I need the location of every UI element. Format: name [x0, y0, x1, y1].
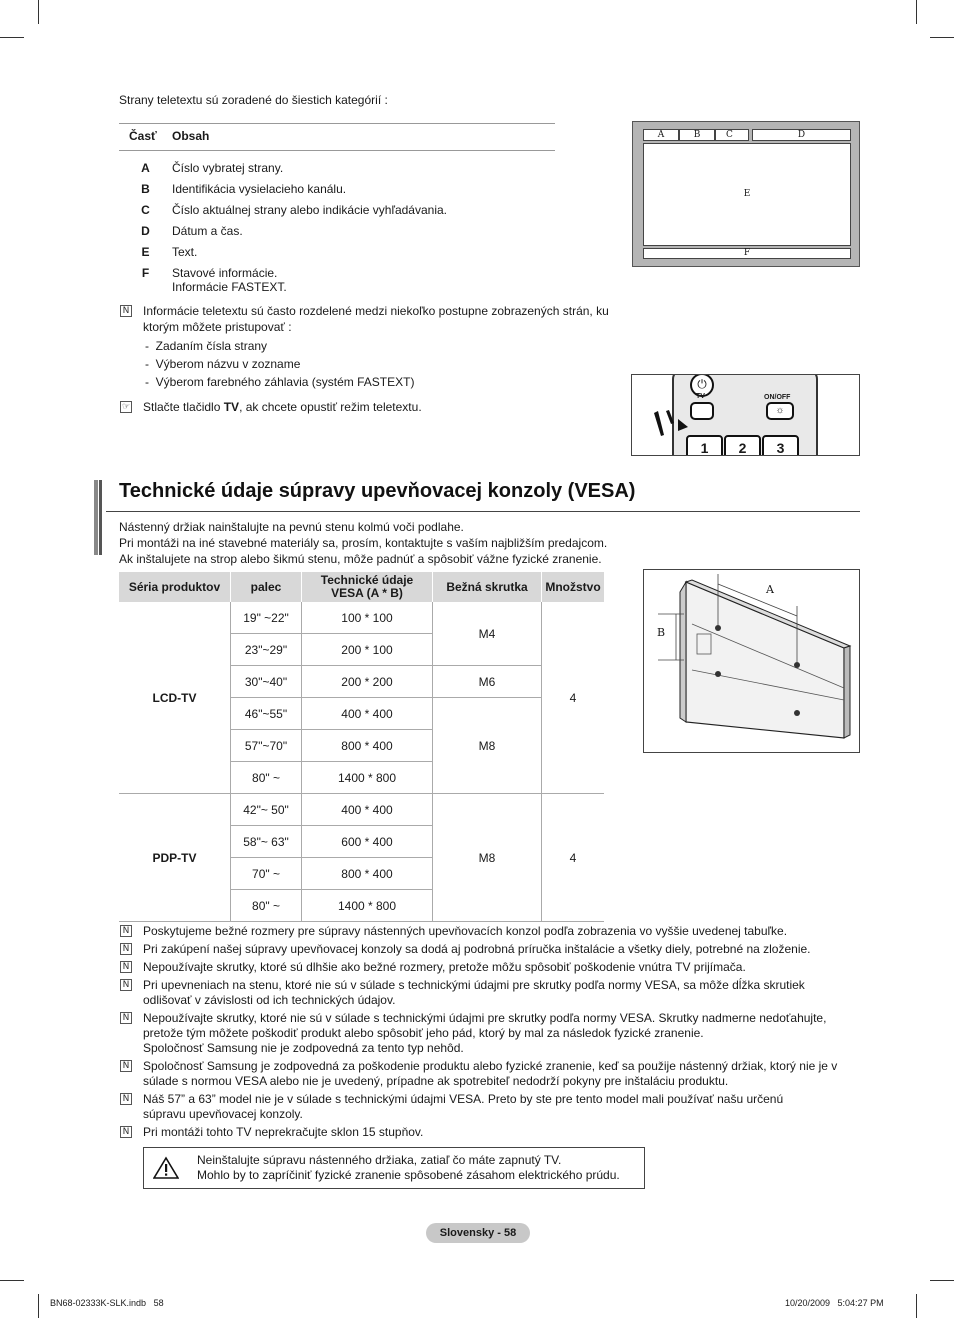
part-content-cell: [172, 263, 555, 298]
field-c: [715, 129, 749, 141]
inch-cell: 19" ~22": [231, 602, 302, 634]
header-part: Časť: [119, 124, 172, 151]
crop-mark: [930, 1280, 954, 1281]
qty-cell: 4: [542, 794, 605, 922]
vesa-table: [119, 572, 604, 922]
note-icon: N: [120, 979, 132, 991]
screw-cell: M6: [433, 666, 542, 698]
note-text: Nepoužívajte skrutky, ktoré nie sú v súlade s technickými údajmi pre skrutky podľa normy VESA. Skrutky nadmerne nedoťahujte, pretože tým môžete poškodiť produkt alebo spôsobiť jeho pád, ktorý by mal za následok fyzické zranenie.: [143, 1011, 827, 1040]
section-bar-stripe: [94, 480, 98, 555]
footer-file: BN68-02333K-SLK.indb 58: [50, 1298, 164, 1308]
header-inch: palec: [231, 572, 302, 602]
note-text: Náš 57” a 63” model nie je v súlade s technickými údajmi VESA. Preto by ste pre tento model mali používať našu určenú súpravu upevňovacej konzoly.: [143, 1092, 784, 1121]
crop-mark: [930, 37, 954, 38]
note-text: Poskytujeme bežné rozmery pre súpravy nástenných upevňovacích konzol podľa zobrazenia vo vyššie uvedenej tabuľke.: [143, 924, 788, 938]
field-f-label: F: [743, 248, 751, 258]
note-item: [119, 978, 859, 1008]
dash-glyph: -: [145, 375, 156, 389]
exit-note-bold: TV: [223, 400, 240, 414]
warning-icon: [153, 1156, 179, 1180]
header-vesa-line1: Technické údaje: [320, 573, 414, 587]
inch-cell: 42"~ 50": [231, 794, 302, 826]
dash-glyph: -: [145, 357, 156, 371]
exit-note-after: , ak chcete opustiť režim teletextu.: [239, 400, 422, 414]
section-text: [119, 519, 607, 567]
key-2-label: 2: [738, 440, 747, 456]
warning-line: Neinštalujte súpravu nástenného držiaka, zatiaľ čo máte zapnutý TV.: [197, 1153, 562, 1167]
header-screw: Bežná skrutka: [433, 572, 542, 602]
section-title: Technické údaje súpravy upevňovacej konzoly (VESA): [119, 480, 636, 502]
part-label: A: [141, 161, 150, 175]
header-qty: Množstvo: [542, 572, 605, 602]
section-line: Ak inštalujete na strop alebo šikmú stenu, môže padnúť a spôsobiť vážne fyzické zranenie.: [119, 552, 602, 566]
note-icon: N: [120, 925, 132, 937]
list-item-text: Výberom farebného záhlavia (systém FASTEXT): [155, 375, 415, 389]
part-content: Číslo aktuálnej strany alebo indikácie vyhľadávania.: [172, 203, 447, 217]
key-3[interactable]: [762, 435, 799, 456]
vesa-cell: 400 * 400: [302, 794, 433, 826]
note-icon: N: [120, 1093, 132, 1105]
part-content: Text.: [172, 245, 198, 259]
series-lcd: LCD-TV: [119, 602, 231, 794]
vesa-cell: 200 * 100: [302, 634, 433, 666]
warning-line: Mohlo by to zapríčiniť fyzické zranenie spôsobené zásahom elektrického prúdu.: [197, 1168, 620, 1182]
part-label: C: [141, 203, 150, 217]
note-text: Pri upevneniach na stenu, ktoré nie sú v súlade s technickými údajmi pre skrutky podľa normy VESA, sa môže dĺžka skrutiek odlišovať v závislosti od ich technických údajov.: [143, 978, 805, 1007]
screw-cell: M4: [433, 602, 542, 666]
teletext-note: [119, 303, 629, 391]
teletext-diagram: [632, 121, 860, 267]
inch-cell: 46"~55": [231, 698, 302, 730]
part-content: Číslo vybratej strany.: [172, 161, 284, 175]
note-text: Spoločnosť Samsung je zodpovedná za poškodenie produktu alebo fyzické zranenie, keď sa použije nástenný držiak, ktorý nie je v súlade s normou VESA alebo nie je uvedený, prípadne ak spotrebiteľ nedodrží pokyny pre inštaláciu produktu.: [143, 1059, 838, 1088]
field-a: [643, 129, 679, 141]
tv-back-drawing: [644, 570, 859, 752]
inch-cell: 57"~70": [231, 730, 302, 762]
header-series: Séria produktov: [119, 572, 231, 602]
vesa-header-row: [119, 572, 604, 602]
note-icon: N: [120, 305, 132, 317]
field-c-label: C: [726, 130, 733, 140]
vesa-cell: 400 * 400: [302, 698, 433, 730]
note-icon: N: [120, 961, 132, 973]
notes-list: [119, 924, 859, 1143]
mount-diagram: [643, 569, 860, 753]
part-label: E: [141, 245, 150, 259]
list-item: [145, 355, 629, 373]
field-b-label: B: [693, 130, 701, 140]
key-1-label: 1: [700, 440, 709, 456]
section-rule: [106, 511, 860, 512]
part-label: F: [141, 266, 150, 280]
part-content: Identifikácia vysielacieho kanálu.: [172, 182, 347, 196]
crop-mark: [0, 37, 24, 38]
qty-cell: 4: [542, 602, 605, 794]
tv-button[interactable]: [690, 402, 714, 420]
field-d: [752, 129, 851, 141]
dash-glyph: -: [145, 339, 156, 353]
part-label: B: [141, 182, 150, 196]
inch-cell: 80" ~: [231, 762, 302, 794]
light-button[interactable]: ☼: [766, 402, 794, 420]
note-item: [119, 1059, 859, 1089]
vesa-cell: 600 * 400: [302, 826, 433, 858]
part-content-line2: Informácie FASTEXT.: [172, 280, 287, 294]
pointer-arrow-icon: [652, 405, 692, 439]
intro-text: Strany teletextu sú zoradené do šiestich kategórií :: [119, 93, 388, 107]
section-line: Nástenný držiak nainštalujte na pevnú stenu kolmú voči podlahe.: [119, 520, 464, 534]
vesa-cell: 200 * 200: [302, 666, 433, 698]
exit-note-text: [119, 400, 422, 414]
vesa-cell: 1400 * 800: [302, 890, 433, 922]
tv-label: TV: [696, 393, 705, 400]
inch-cell: 30"~40": [231, 666, 302, 698]
part-label: D: [141, 224, 150, 238]
note-item: [119, 1092, 859, 1122]
teletext-note-text: Informácie teletextu sú často rozdelené medzi niekoľko postupne zobrazených strán, ku ktorým môžete pristupovať :: [143, 304, 609, 334]
field-e-label: E: [743, 189, 751, 199]
inch-cell: 80" ~: [231, 890, 302, 922]
inch-cell: 23"~29": [231, 634, 302, 666]
note-item: [119, 942, 859, 957]
part-content: Dátum a čas.: [172, 224, 243, 238]
screw-cell: M8: [433, 698, 542, 794]
note-icon: N: [120, 943, 132, 955]
vesa-cell: 1400 * 800: [302, 762, 433, 794]
header-content: Obsah: [172, 124, 555, 151]
crop-mark: [916, 0, 917, 24]
table-row: [119, 602, 604, 634]
section-bar-stripe: [99, 480, 102, 555]
field-f: [643, 248, 851, 259]
note-text: Nepoužívajte skrutky, ktoré sú dlhšie ako bežné rozmery, pretože môžu spôsobiť poškodenie vnútra TV prijímača.: [143, 960, 746, 974]
note-text-extra: Spoločnosť Samsung nie je zodpovedná za tento typ nehôd.: [143, 1041, 464, 1055]
key-3-label: 3: [776, 440, 785, 456]
list-item-text: Zadaním čísla strany: [155, 339, 268, 353]
onoff-label: ON/OFF: [764, 394, 791, 401]
category-table: [119, 123, 555, 298]
exit-note: [119, 400, 619, 414]
note-icon: N: [120, 1060, 132, 1072]
field-e: [643, 143, 851, 246]
warning-text: [197, 1153, 620, 1183]
note-item: [119, 1125, 859, 1140]
inch-cell: 70" ~: [231, 858, 302, 890]
crop-mark: [38, 0, 39, 24]
note-text: Pri montáži tohto TV neprekračujte sklon 15 stupňov.: [143, 1125, 424, 1139]
dimension-a-label: A: [766, 583, 774, 596]
vesa-cell: 100 * 100: [302, 602, 433, 634]
note-item: [119, 960, 859, 975]
footer-date: 10/20/2009 5:04:27 PM: [785, 1298, 884, 1308]
section-line: Pri montáži na iné stavebné materiály sa, prosím, kontaktujte s vaším najbližším predajcom.: [119, 536, 608, 550]
page-label: Slovensky - 58: [426, 1223, 530, 1243]
note-text: Pri zakúpení našej súpravy upevňovacej konzoly sa dodá aj podrobná príručka inštalácie a všetky diely, potrebné na zloženie.: [143, 942, 811, 956]
hand-icon: ☞: [121, 402, 131, 412]
dimension-b-label: B: [657, 626, 666, 639]
header-vesa-line2: VESA (A * B): [331, 586, 403, 600]
header-vesa: [302, 572, 433, 602]
list-item: [145, 373, 629, 391]
vesa-cell: 800 * 400: [302, 858, 433, 890]
screw-cell: M8: [433, 794, 542, 922]
exit-note-before: Stlačte tlačidlo: [143, 400, 224, 414]
remote-illustration: [631, 374, 860, 456]
list-item-text: Výberom názvu v zozname: [155, 357, 301, 371]
field-b: [679, 129, 715, 141]
note-icon: N: [120, 1126, 132, 1138]
part-content: Stavové informácie.: [172, 266, 278, 280]
teletext-note-list: [119, 337, 629, 391]
crop-mark: [916, 1294, 917, 1318]
list-item: [145, 337, 629, 355]
series-pdp: PDP-TV: [119, 794, 231, 922]
note-item: [119, 924, 859, 939]
warning-box: [143, 1147, 645, 1189]
power-icon: ⏻: [690, 374, 714, 397]
field-a-label: A: [657, 130, 665, 140]
crop-mark: [0, 1280, 24, 1281]
vesa-cell: 800 * 400: [302, 730, 433, 762]
note-item: [119, 1011, 859, 1056]
field-d-label: D: [797, 130, 806, 140]
inch-cell: 58"~ 63": [231, 826, 302, 858]
crop-mark: [38, 1294, 39, 1318]
section-bar: [94, 480, 106, 555]
key-2[interactable]: [724, 435, 761, 456]
note-icon: N: [120, 1012, 132, 1024]
table-row: [119, 794, 604, 826]
